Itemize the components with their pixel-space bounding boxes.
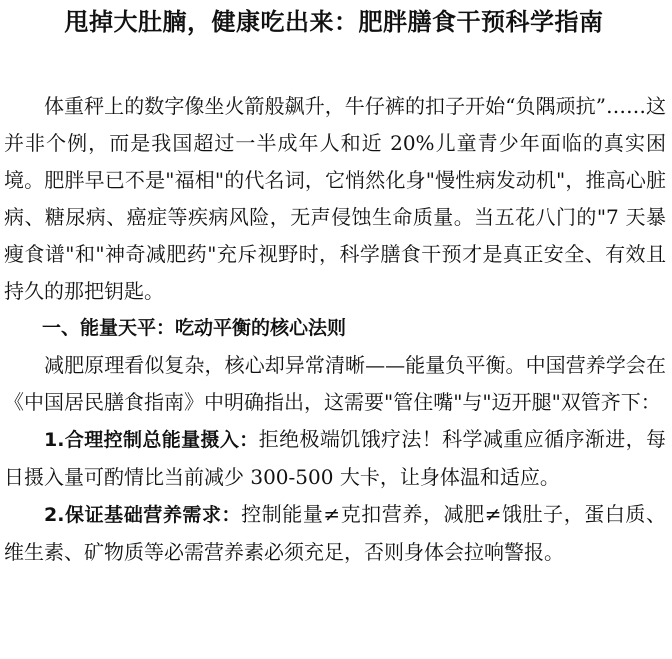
section-1-paragraph: 减肥原理看似复杂，核心却异常清晰——能量负平衡。中国营养学会在《中国居民膳食指南》中明确指出，这需要"管住嘴"与"迈开腿"双管齐下：	[4, 353, 666, 414]
list-item-text: 拒绝极端饥饿疗法！科学减重应循序渐进，每日摄入量可酌情比当前减少 300-500 大卡，让身体温和适应。	[4, 427, 667, 489]
document-body	[4, 88, 666, 571]
list-item-basic-nutrition	[4, 496, 666, 571]
list-item-label: 2.保证基础营养需求：	[44, 504, 242, 526]
document-title: 甩掉大肚腩，健康吃出来：肥胖膳食干预科学指南	[64, 7, 604, 36]
list-item-label: 1.合理控制总能量摄入：	[44, 429, 259, 451]
list-item-calorie-control	[4, 421, 666, 496]
intro-paragraph: 体重秤上的数字像坐火箭般飙升，牛仔裤的扣子开始“负隅顽抗”……这并非个例，而是我国超过一半成年人和近 20%儿童青少年面临的真实困境。肥胖早已不是"福相"的代名词，它悄然化身"慢性病发动机"，推高心脏病、糖尿病、癌症等疾病风险，无声侵蚀生命质量。当五花八门的"7 天暴瘦食谱"和"神奇减肥药"充斥视野时，科学膳食干预才是真正安全、有效且持久的那把钥匙。	[4, 94, 666, 303]
list-item-text: 控制能量≠克扣营养，减肥≠饿肚子，蛋白质、维生素、矿物质等必需营养素必须充足，否则身体会拉响警报。	[4, 502, 666, 564]
section-1-heading: 一、能量天平：吃动平衡的核心法则	[42, 317, 347, 339]
